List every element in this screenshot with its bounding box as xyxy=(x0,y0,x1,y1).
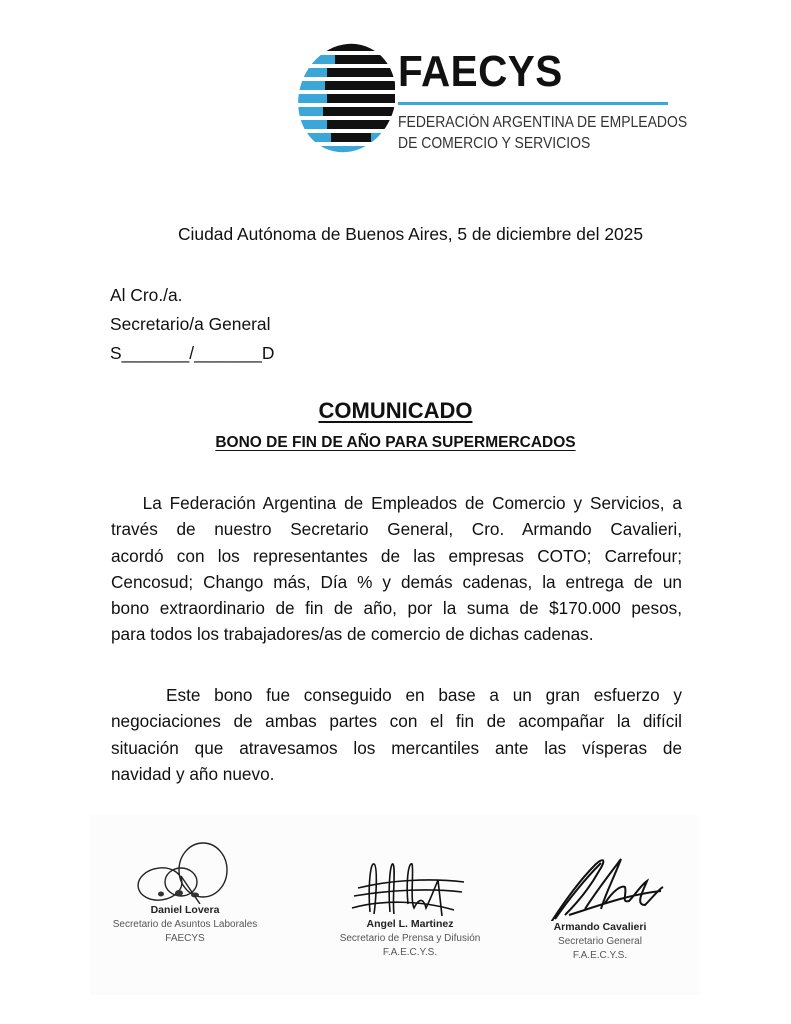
signatory-org: FAECYS xyxy=(165,933,205,944)
signature-block-lovera xyxy=(100,842,270,944)
logo-subtitle-line1: FEDERACIÓN ARGENTINA DE EMPLEADOS xyxy=(398,114,688,131)
addressee-line: S_______/_______D xyxy=(110,343,275,363)
signatory-org: F.A.E.C.Y.S. xyxy=(572,950,628,961)
addressee-line: Al Cro./a. xyxy=(110,285,183,305)
signatory-name: Angel L. Martinez xyxy=(366,918,454,930)
logo-divider xyxy=(398,102,668,105)
paragraph-line: bono extraordinario de fin de año, por la suma de $170.000 pesos, xyxy=(111,598,682,619)
handwritten-signature-icon xyxy=(350,860,470,918)
signatory-role: Secretario de Prensa y Difusión xyxy=(339,933,481,944)
faecys-letterhead-logo xyxy=(295,42,688,160)
paragraph-line: Cencosud; Chango más, Día % y demás cadenas, la entrega de un xyxy=(111,571,682,592)
paragraph-line: Este bono fue conseguido en base a un gran esfuerzo y xyxy=(111,685,682,705)
signatory-name: Daniel Lovera xyxy=(150,904,220,916)
addressee-line: Secretario/a General xyxy=(110,314,271,334)
signatory-role: Secretario de Asuntos Laborales xyxy=(112,919,258,930)
paragraph-line: través de nuestro Secretario General, Cro. Armando Cavalieri, xyxy=(111,519,682,540)
paragraph-line: para todos los trabajadores/as de comercio de dichas cadenas. xyxy=(111,624,594,645)
body-paragraph-1 xyxy=(111,490,682,648)
logo-subtitle-line2: DE COMERCIO Y SERVICIOS xyxy=(398,135,591,152)
paragraph-line: situación que atravesamos los mercantiles ante las vísperas de xyxy=(111,737,682,758)
handwritten-signature-icon xyxy=(525,855,675,921)
document-subtitle: BONO DE FIN DE AÑO PARA SUPERMERCADOS xyxy=(215,434,576,451)
body-paragraph-2 xyxy=(111,682,682,787)
paragraph-line: acordó con los representantes de las empresas COTO; Carrefour; xyxy=(111,545,682,566)
faecys-globe-icon xyxy=(295,42,395,154)
signatory-name: Armando Cavalieri xyxy=(553,921,647,933)
signatory-role: Secretario General xyxy=(558,936,642,947)
addressee-block xyxy=(110,281,274,368)
logo-wordmark: FAECYS xyxy=(398,47,563,96)
paragraph-line: navidad y año nuevo. xyxy=(111,763,275,784)
signature-block-martinez xyxy=(320,860,500,958)
document-title: COMUNICADO xyxy=(318,398,473,423)
paragraph-line: negociaciones de ambas partes con el fin de acompañar la difícil xyxy=(111,711,682,732)
paragraph-line: La Federación Argentina de Empleados de Comercio y Servicios, a xyxy=(111,493,682,513)
signature-block-cavalieri xyxy=(520,855,680,961)
signatory-org: F.A.E.C.Y.S. xyxy=(382,947,438,958)
date-line: Ciudad Autónoma de Buenos Aires, 5 de diciembre del 2025 xyxy=(178,224,644,244)
handwritten-signature-icon xyxy=(125,842,245,904)
